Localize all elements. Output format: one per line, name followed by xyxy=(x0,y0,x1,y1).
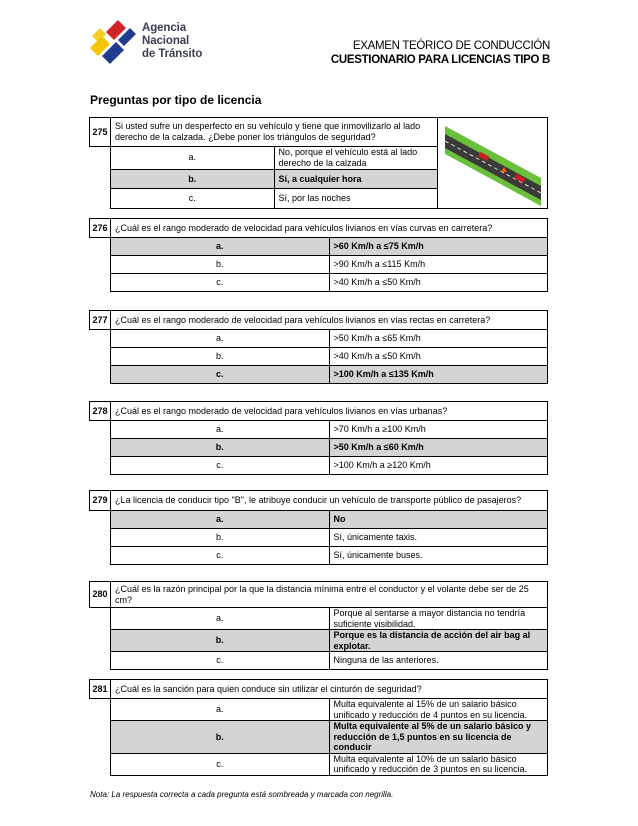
option-letter: b. xyxy=(111,721,330,754)
option-row-a xyxy=(90,238,548,256)
option-letter: a. xyxy=(111,146,275,169)
option-letter: c. xyxy=(111,274,330,292)
logo-text xyxy=(142,22,202,61)
option-text: Multa equivalente al 10% de un salario básico unificado y reducción de 3 puntos en su licencia. xyxy=(329,753,548,775)
question-row xyxy=(90,311,548,330)
option-letter: c. xyxy=(111,753,330,775)
question-277 xyxy=(89,310,548,384)
option-text: >50 Km/h a ≤65 Km/h xyxy=(329,330,548,348)
option-row-a xyxy=(90,608,548,630)
option-row-b xyxy=(90,630,548,652)
option-row-a xyxy=(90,511,548,529)
option-row-b xyxy=(90,529,548,547)
option-row-c xyxy=(90,547,548,565)
question-text: ¿Cuál es la razón principal por la que la distancia mínima entre el conductor y el volante debe ser de 25 cm? xyxy=(111,582,548,608)
option-row-c xyxy=(90,274,548,292)
option-row-b xyxy=(90,256,548,274)
option-letter: a. xyxy=(111,421,330,439)
question-275 xyxy=(89,117,548,209)
question-number: 275 xyxy=(90,118,111,147)
option-letter: b. xyxy=(111,439,330,457)
option-letter: c. xyxy=(111,188,275,208)
option-text: No xyxy=(329,511,548,529)
option-row-b xyxy=(90,348,548,366)
exam-title: EXAMEN TEÓRICO DE CONDUCCIÓN xyxy=(352,40,550,52)
option-letter: a. xyxy=(111,330,330,348)
option-text: Sí, por las noches xyxy=(274,188,438,208)
option-letter: a. xyxy=(111,608,330,630)
document-header xyxy=(331,40,550,66)
option-row-c xyxy=(90,457,548,475)
question-text: Si usted sufre un desperfecto en su vehículo y tiene que inmovilizarlo al lado derecho de la calzada. ¿Debe poner los triángulos de seguridad? xyxy=(111,118,438,147)
option-text: >50 Km/h a ≤60 Km/h xyxy=(329,439,548,457)
option-row-a xyxy=(90,421,548,439)
option-row-b xyxy=(90,721,548,754)
question-row xyxy=(90,118,548,147)
option-letter: c. xyxy=(111,366,330,384)
question-text: ¿Cuál es la sanción para quien conduce sin utilizar el cinturón de seguridad? xyxy=(111,680,548,699)
exam-subtitle: CUESTIONARIO PARA LICENCIAS TIPO B xyxy=(330,54,550,66)
question-row xyxy=(90,402,548,421)
road-illustration-icon xyxy=(445,120,541,206)
option-text: Ninguna de las anteriores. xyxy=(329,652,548,670)
question-text: ¿Cuál es el rango moderado de velocidad para vehículos livianos en vías rectas en carretera? xyxy=(111,311,548,330)
question-number: 276 xyxy=(90,219,111,238)
question-text: ¿La licencia de conducir tipo "B", le atribuye conducir un vehículo de transporte público de pasajeros? xyxy=(111,491,548,511)
option-text: No, porque el vehículo está al lado derecho de la calzada xyxy=(274,146,438,169)
question-number: 279 xyxy=(90,491,111,511)
option-text: Multa equivalente al 15% de un salario básico unificado y reducción de 4 puntos en su licencia. xyxy=(329,699,548,721)
option-text: Sí, únicamente buses. xyxy=(329,547,548,565)
option-letter: a. xyxy=(111,511,330,529)
option-row-b xyxy=(90,439,548,457)
option-letter: c. xyxy=(111,652,330,670)
question-text: ¿Cuál es el rango moderado de velocidad para vehículos livianos en vías curvas en carretera? xyxy=(111,219,548,238)
question-row xyxy=(90,219,548,238)
question-row xyxy=(90,491,548,511)
question-278 xyxy=(89,401,548,475)
option-letter: c. xyxy=(111,547,330,565)
ant-logo-icon xyxy=(88,18,138,66)
option-text: >100 Km/h a ≥120 Km/h xyxy=(329,457,548,475)
footnote: Nota: La respuesta correcta a cada pregunta está sombreada y marcada con negrilla. xyxy=(90,790,394,799)
option-row-c xyxy=(90,366,548,384)
agency-logo xyxy=(88,18,208,66)
option-text: >70 Km/h a ≥100 Km/h xyxy=(329,421,548,439)
question-number: 280 xyxy=(90,582,111,608)
option-text: >40 Km/h a ≤50 Km/h xyxy=(329,274,548,292)
option-letter: b. xyxy=(111,630,330,652)
question-281 xyxy=(89,679,548,776)
option-text: Sí, a cualquier hora xyxy=(274,169,438,188)
option-row-a xyxy=(90,330,548,348)
option-row-a xyxy=(90,699,548,721)
logo-line-1: Agencia xyxy=(142,22,187,34)
option-letter: b. xyxy=(111,256,330,274)
option-letter: b. xyxy=(111,348,330,366)
option-letter: b. xyxy=(111,529,330,547)
option-letter: b. xyxy=(111,169,275,188)
question-280 xyxy=(89,581,548,670)
option-text: >40 Km/h a ≤50 Km/h xyxy=(329,348,548,366)
question-text: ¿Cuál es el rango moderado de velocidad para vehículos livianos en vías urbanas? xyxy=(111,402,548,421)
question-row xyxy=(90,680,548,699)
logo-line-2: Nacional xyxy=(142,35,190,47)
question-image xyxy=(438,118,548,209)
option-text: Porque es la distancia de acción del air bag al explotar. xyxy=(329,630,548,652)
question-number: 277 xyxy=(90,311,111,330)
question-279 xyxy=(89,490,548,565)
option-text: >100 Km/h a ≤135 Km/h xyxy=(329,366,548,384)
option-text: Porque al sentarse a mayor distancia no tendría suficiente visibilidad. xyxy=(329,608,548,630)
option-letter: a. xyxy=(111,238,330,256)
section-title: Preguntas por tipo de licencia xyxy=(90,93,262,107)
option-letter: c. xyxy=(111,457,330,475)
question-number: 281 xyxy=(90,680,111,699)
option-row-c xyxy=(90,652,548,670)
logo-line-3: de Tránsito xyxy=(142,48,203,60)
option-text: >90 Km/h a ≤115 Km/h xyxy=(329,256,548,274)
question-row xyxy=(90,582,548,608)
option-row-c xyxy=(90,753,548,775)
question-276 xyxy=(89,218,548,292)
question-number: 278 xyxy=(90,402,111,421)
option-text: Multa equivalente al 5% de un salario básico y reducción de 1,5 puntos en su licencia de conducir xyxy=(329,721,548,754)
option-text: Sí, únicamente taxis. xyxy=(329,529,548,547)
option-text: >60 Km/h a ≤75 Km/h xyxy=(329,238,548,256)
option-letter: a. xyxy=(111,699,330,721)
